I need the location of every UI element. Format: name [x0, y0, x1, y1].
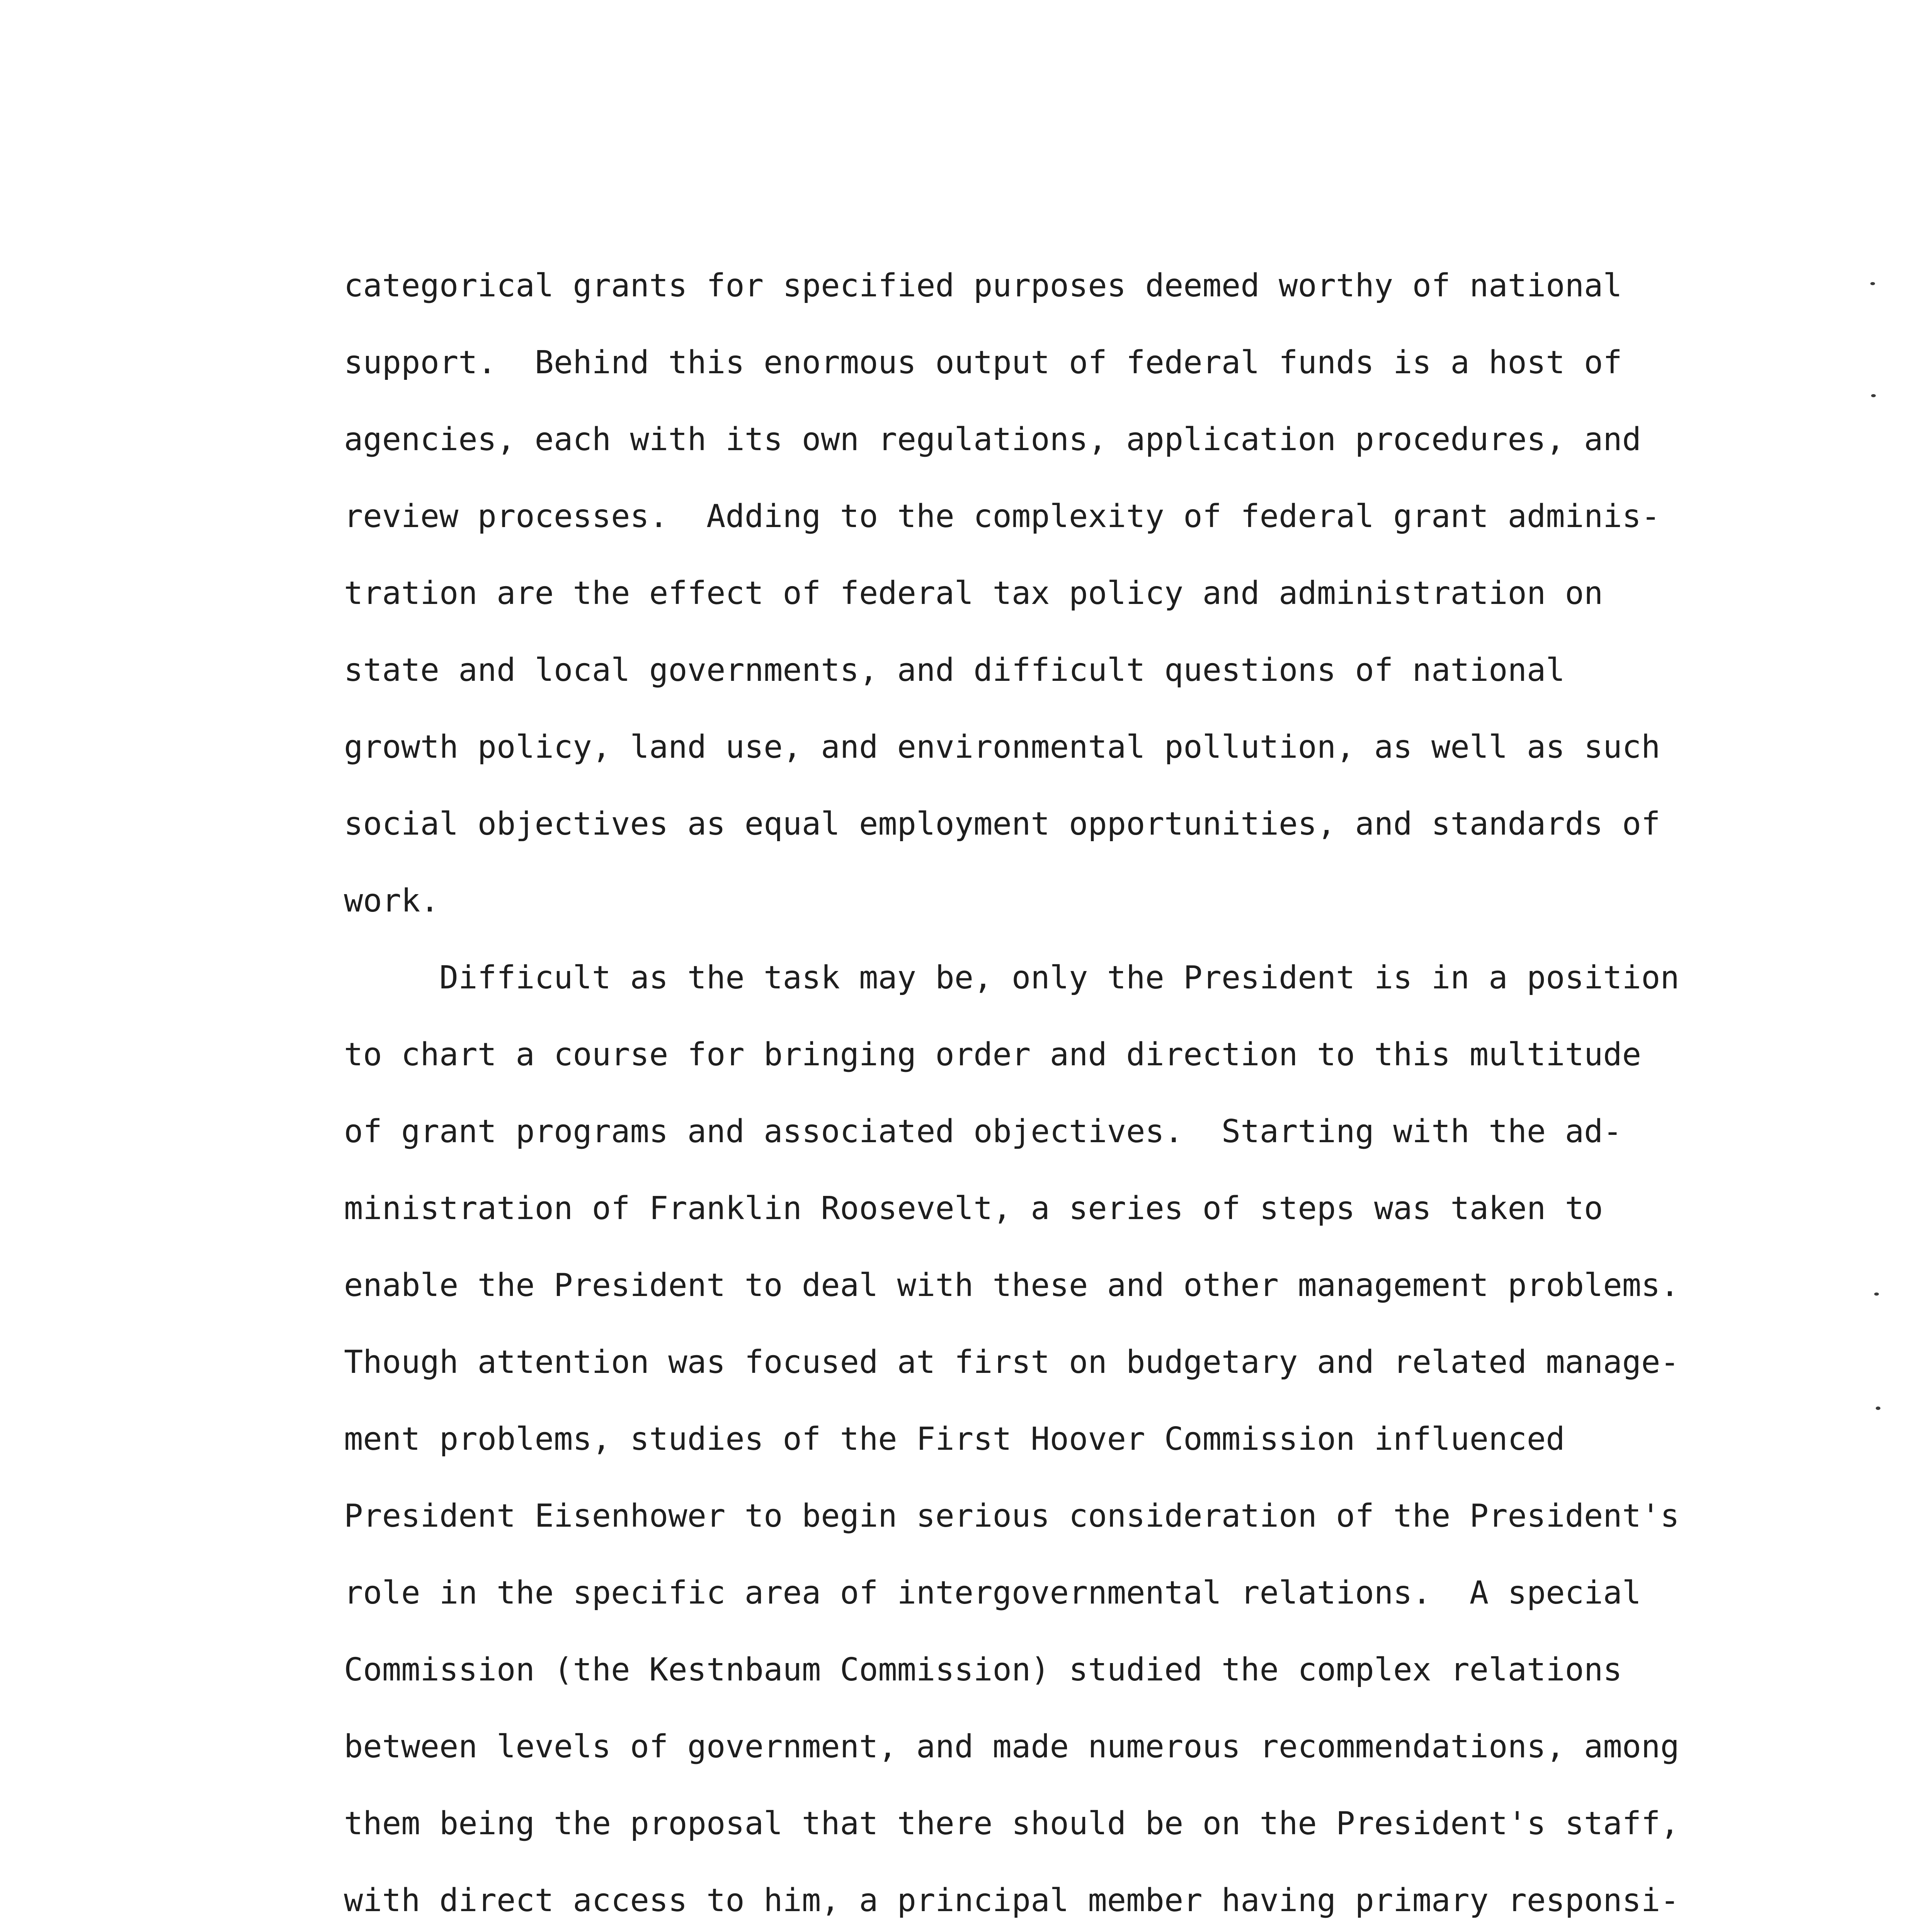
text-line: agencies, each with its own regulations, application procedures, and [344, 421, 1642, 458]
text-line: between levels of government, and made numerous recommendations, among [344, 1728, 1679, 1765]
text-line: tration are the effect of federal tax policy and administration on [344, 575, 1603, 612]
text-line: President Eisenhower to begin serious consideration of the President's [344, 1498, 1679, 1534]
text-line: to chart a course for bringing order and direction to this multitude [344, 1036, 1642, 1073]
scan-speck [1876, 1406, 1880, 1410]
text-line: them being the proposal that there should be on the President's staff, [344, 1805, 1679, 1842]
scan-speck [1874, 1293, 1879, 1296]
text-line: ministration of Franklin Roosevelt, a series of steps was taken to [344, 1190, 1603, 1227]
text-line: of grant programs and associated objectives. Starting with the ad- [344, 1113, 1622, 1150]
text-line: growth policy, land use, and environmental pollution, as well as such [344, 729, 1661, 765]
text-line: categorical grants for specified purposes deemed worthy of national [344, 267, 1622, 304]
text-line: ment problems, studies of the First Hoover Commission influenced [344, 1421, 1565, 1458]
text-line: with direct access to him, a principal member having primary responsi- [344, 1882, 1679, 1919]
text-line: support. Behind this enormous output of federal funds is a host of [344, 344, 1622, 381]
text-line: enable the President to deal with these and other management problems. [344, 1267, 1679, 1304]
text-line: state and local governments, and difficult questions of national [344, 652, 1565, 689]
text-line: Commission (the Kestnbaum Commission) studied the complex relations [344, 1651, 1622, 1688]
scan-speck [1870, 282, 1875, 285]
text-line: review processes. Adding to the complexity of federal grant adminis- [344, 498, 1661, 535]
body-text [344, 247, 1781, 1932]
text-line: social objectives as equal employment opportunities, and standards of [344, 806, 1661, 842]
text-line: work. [344, 883, 439, 919]
text-line: Though attention was focused at first on budgetary and related manage- [344, 1344, 1679, 1381]
text-line: Difficult as the task may be, only the President is in a position [344, 959, 1679, 996]
scan-speck [1871, 394, 1876, 397]
text-line: role in the specific area of intergovernmental relations. A special [344, 1575, 1642, 1611]
